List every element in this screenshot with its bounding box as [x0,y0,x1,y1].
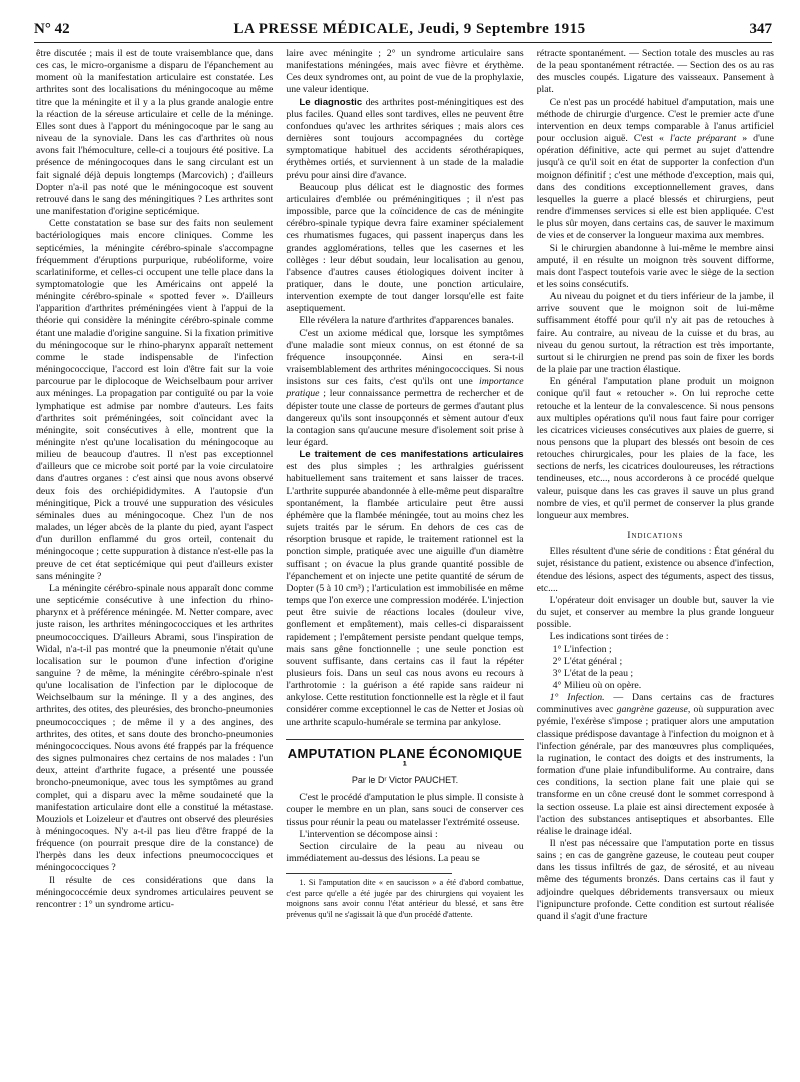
article-title: AMPUTATION PLANE ÉCONOMIQUE ¹ [287,745,523,773]
paragraph: rétracte spontanément. — Section totale des muscles au ras de la peau spontanément rétractée. — Section des os au ras des muscles coupés. Ligature des vaisseaux. Pansement à plat. [536,48,774,96]
paragraph: C'est un axiome médical que, lorsque les symptômes d'une maladie sont mieux connus, on est étonné de sa fréquence insoupçonnée. Ainsi en sera-t-il vraisemblablement des arthrites méningococciques. Si nous insistons sur ces faits, c'est qu'ils ont une importance pratique ; leur connaissance permettra de rechercher et de dépister toute une classe de porteurs de germes d'autant plus dangereux qu'ils sont insoupçonnés et sèment autour d'eux la contagion sans qu'aucune mesure d'isolement soit prise à leur égard. [286,327,524,448]
paragraph: Il n'est pas nécessaire que l'amputation porte en tissus sains ; en cas de gangrène gazeuse, le couteau peut couper dans les tissus infiltrés de gaz, de sérosité, et au niveau même des téguments bronzés. Dans certains cas il faut y adjoindre quelques débridements transversaux ou mieux l'ignipuncture profonde. Cette condition est surtout réalisée quand il s'agit d'une fracture [536,838,774,922]
paragraph: C'est le procédé d'amputation le plus simple. Il consiste à couper le membre en un plan, sans souci de conserver ces tissus pour réunir la peau ou matelasser l'extrémité osseuse. [286,792,524,828]
section-heading: Indications [627,530,684,542]
list-item: 2° L'état général ; [552,655,623,667]
paragraph: Cette constatation se base sur des faits non seulement bactériologiques mais encore cliniques. Comme les septicémies, la méningite cérébro-spinale s'accompagne fréquemment d'éruptions purpurique, rubéoliforme, voire scarlatiniforme, et celles-ci occupent une telle place dans la symptomatologie que les Américains ont appelé la méningite cérébro-spinale « spotted fever ». D'ailleurs l'apparition d'arthrites préméningées vient à l'appui de la théorie qui considère la méningite cérébro-spinale comme étant une maladie d'origine sanguine. Si la fixation primitive du méningocoque sur le rhino-pharynx apparaît nettement comme le stade indispensable de l'infection méningococcique, l'accord est loin d'être fait sur la voie parcourue par le diplocoque de Weichselbaum pour arriver aux méninges. La propagation par contiguïté ou par la voie lymphatique est admise par nombre d'auteurs. Les faits d'arthrites soit préméningées, soit coïncidant avec la méningite, soit consécutives à elle, montrent que la méningite n'est qu'une localisation du méningocoque au milieu de beaucoup d'autres. Il n'est pas exceptionnel d'ailleurs que ce microbe soit porté par la voie circulatoire dans d'autres organes : c'est ainsi que nous avons observé deux fois des orchiépididymites. A l'autopsie d'un méningitique, Pick a trouvé une suppuration des vésicules séminales dues au méningocoque. Chez l'un de nos malades, un léger abcès de la plante du pied, ayant l'aspect d'un durillon enflammé du gros orteil, contenait du méningocoque ; cette suppuration à distance n'est-elle pas la preuve de cet état septicémique qui peut d'ailleurs exister sans méningite ? [36,218,274,582]
article-columns [36,48,774,1068]
paragraph: laire avec méningite ; 2° un syndrome articulaire sans manifestations méningées, mais avec fièvre et érythème. Ces deux syndromes ont, au point de vue de la prophylaxie, une valeur identique. [286,48,524,96]
section-heading: Le traitement de ces manifestations articulaires [299,449,524,461]
paragraph: Section circulaire de la peau au niveau ou immédiatement au-dessus des lésions. La peau se [286,840,524,864]
list-item: 1° L'infection ; [552,643,612,655]
issue-number: N° 42 [34,20,70,37]
list-item: 4° Milieu où on opère. [552,679,642,691]
paragraph: Il résulte de ces considérations que dans la méningococcémie deux syndromes articulaires peuvent se rencontrer : 1° un syndrome articu- [36,874,274,910]
paragraph: Elles résultent d'une série de conditions : État général du sujet, résistance du patient, existence ou absence d'infection, étendue des lésions, aspect des téguments, aspect des tissus, etc.... [536,546,774,594]
paragraph: être discutée ; mais il est de toute vraisemblance que, dans ces cas, le micro-organisme a disparu de l'épanchement au moment où la manifestation articulaire est constatée. Les arthrites sont des localisations du méningocoque au même titre que la méningite et il y a la plus grande analogie entre la réaction de la séreuse articulaire et celle de la méninge. Elles sont dues à l'apport du méningocoque par le sang au niveau de la synoviale. Dans les cas d'arthrites où nous avons fait l'hémoculture, celle-ci a toujours été positive. La présence de méningocoques dans le sang circulant est un fait signalé déjà depuis longtemps (Marcovich) ; d'ailleurs Dopter n'a-il pas noté que le méningocoque est souvent retrouvé dans le sang des méningitiques ? Les arthrites sont une manifestation d'origine septicémique. [36,48,274,218]
page-header [34,16,772,43]
journal-title: LA PRESSE MÉDICALE, Jeudi, 9 Septembre 1915 [233,20,586,37]
indications-list [537,644,774,693]
footnote-divider [286,873,452,874]
byline: Par le Dʳ Victor PAUCHET. [351,775,459,786]
paragraph: Elle révélera la nature d'arthrites d'apparences banales. [299,315,514,327]
column-3 [537,48,774,1068]
paragraph: 1° Infection. — Dans certains cas de fractures comminutives avec gangrène gazeuse, où suppuration avec pyémie, l'exérèse s'impose ; pratiquer alors une amputation classique prédispose davantage à l'infection du moignon et à l'infection générale, par des manœuvres plus compliquées, la rugination, le contact des doigts et des instruments, la formation d'une plaie infundibuliforme. Au contraire, dans ces conditions, la section plane fait une plaie qui se transforme en un cône creusé dont le sommet correspond à la section osseuse. La plaie est ainsi directement exposée à l'action des substances antiseptiques et absorbantes. Elle réalise le drainage idéal. [536,692,774,837]
paragraph: Le traitement de ces manifestations articulaires est des plus simples ; les arthralgies guérissent habituellement sans traitement et sans laisser de traces. L'arthrite suppurée abandonnée à elle-même peut disparaître spontanément, la flambée articulaire peut être aussi éphémère que la flambée méningée, tout au moins chez les sujets traités par le sérum. En dehors de ces cas de résorption brusque et rapide, le traitement rationnel est la ponction simple, pratiquée avec une aiguille d'un diamètre suffisant ; on évacue la plus grande quantité possible de l'épanchement et on injecte une petite quantité de sérum de Dopter (5 à 10 cm³) ; l'articulation est immobilisée en même temps que l'on exerce une compression modérée. L'injection peut être suivie de réactions locales (douleur vive, gonflement et empâtement), mais celles-ci disparaissent rapidement ; l'empâtement persiste pendant quelque temps, mais sans gêne fonctionnelle ; une seule ponction est souvent suffisante, dans certains cas il faut la répéter plusieurs fois. Dans un seul cas nous avons eu recours à l'arthrotomie : la guérison a été rapide sans raideur ni ankylose. Cette restitution fonctionnelle est la règle et il faut considérer comme exceptionnel le cas de Netter et Josias où une arthrite scapulo-humérale se termina par ankylose. [286,449,524,728]
column-2 [286,48,523,1068]
paragraph: Les indications sont tirées de : [549,631,669,643]
divider [286,739,523,740]
paragraph: L'opérateur doit envisager un double but, sauver la vie du sujet, et conserver au membre la plus grande longueur possible. [536,594,774,631]
footnote: 1. Si l'amputation dite « en saucisson » a été d'abord combattue, c'est parce qu'elle a été jugée par des chirurgiens qui voyaient les moignons sans avoir connu l'état antérieur du blessé, et sans être prévenus qu'il ne s'agissait là que d'un procédé d'attente. [286,878,524,919]
column-1 [36,48,273,1068]
list-item: 3° L'état de la peau ; [552,667,634,679]
paragraph: L'intervention se décompose ainsi : [299,828,438,840]
paragraph: Le diagnostic des arthrites post-méningitiques est des plus faciles. Quand elles sont tardives, elles ne peuvent être confondues qu'avec les arthrites sériques ; mais alors ces dernières sont toujours accompagnées du cortège symptomatique habituel des accidents sérothérapiques, érythèmes ortiés, et surviennent à un stade de la maladie prévu pour ainsi dire d'avance. [286,96,524,181]
section-heading: Le diagnostic [299,96,363,108]
paragraph: Au niveau du poignet et du tiers inférieur de la jambe, il arrive souvent que le moignon soit de lui-même suffisamment étoffé pour qu'il n'y ait pas de retouches à faire. Au contraire, au niveau de la cuisse et du bras, au niveau du genou surtout, la rétraction est très importante, surtout si le chirurgien ne prend pas soin de fixer les bords de la plaie par une traction élastique. [536,291,774,376]
paragraph: En général l'amputation plane produit un moignon conique qu'il faut « retoucher ». On lui reproche cette retouche et la lenteur de la convalescence. Si nous pensons aux multiples opérations qu'il nous faut faire pour corriger les cicatrices vicieuses consécutives aux plaies de guerre, si nous pensons que la plupart des blessés ont besoin de ces retouches chirurgicales, pour les plaies de la face, les sections de nerfs, les cicatrices douloureuses, les rétractions tendineuses, etc..., nous accorderons à ce procédé quelque valeur, puisque dans les cas graves il sauve un plus grand nombre de vies, et qu'il permet de conserver la plus grande longueur aux membres. [536,376,774,521]
paragraph: Ce n'est pas un procédé habituel d'amputation, mais une méthode de chirurgie d'urgence. C'est le premier acte d'une intervention en deux temps comparable à l'anus artificiel pour occlusion aiguë. C'est « l'acte préparant » d'une opération définitive, acte qui permet au sujet d'attendre jusqu'à ce qu'il soit en état de supporter la confection d'un moignon définitif ; c'est une méthode d'exception, mais qui, dans des conditions exceptionnellement graves, dans lesquelles la guerre a placé blessés et chirurgiens, peut rendre d'immenses services si elle est bien appliquée. C'est le plus sûr moyen, dans certains cas, de sauver le maximum de vies et de conserver la longueur maxima aux membres. [536,96,774,242]
page-number: 347 [749,20,772,37]
paragraph: Si le chirurgien abandonne à lui-même le membre ainsi amputé, il en résulte un moignon très souvent difforme, mais dont l'aspect toutefois varie avec le siège de la section et les soins consécutifs. [536,242,774,290]
paragraph: La méningite cérébro-spinale nous apparaît donc comme une septicémie consécutive à une infection du rhino-pharynx et à préférence méningée. M. Netter compare, avec juste raison, les arthrites méningococciques et les arthrites pneumococciques. D'ailleurs Abrami, sous l'inspiration de Widal, n'a-t-il pas montré que la pneumonie n'était qu'une localisation sur le poumon d'une infection d'origine sanguine ? de même, la méningite cérébro-spinale n'est qu'une localisation de l'infection par le diplocoque de Weichselbaum sur la méninge. Il y a des angines, des arthrites, des otites, des pleurésies, des broncho-pneumonies pneumococciques ; de même il y a des angines, des arthrites, des otites, et sans doute des broncho-pneumonies méningococciques. Nous avons été frappés par la fréquence des signes pulmonaires chez certains de nos malades : l'un deux, atteint d'arthrite fugace, a présenté une poussée broncho-pneumonique, avec tous les symptômes au grand complet, qui a disparu avec la même soudaineté que la manifestation articulaire dont elle a constitué la métastase. Mouziols et Loizeleur et d'autres ont observé des pleurésies à méningocoques. N'y a-t-il pas lieu d'être frappé de la fréquence (on pourrait presque dire de la constance) de l'herpès dans les deux infections pneumococciques et méningococciques ? [36,582,274,874]
paragraph: Beaucoup plus délicat est le diagnostic des formes articulaires d'emblée ou préméningitiques ; il n'est pas impossible, parce que la coïncidence de cas de méningite cérébro-spinale typique devra faire examiner spécialement ces rhumatismes fugaces, qui passent inaperçus dans les grandes agglomérations, telles que les casernes et les collèges : leur début soudain, leur localisation au genou, l'absence d'autres causes étiologiques doivent inciter à pratiquer, dans le doute, une ponction articulaire, intervention exempte de tout danger lorsqu'elle est faite aseptiquement. [286,181,524,315]
